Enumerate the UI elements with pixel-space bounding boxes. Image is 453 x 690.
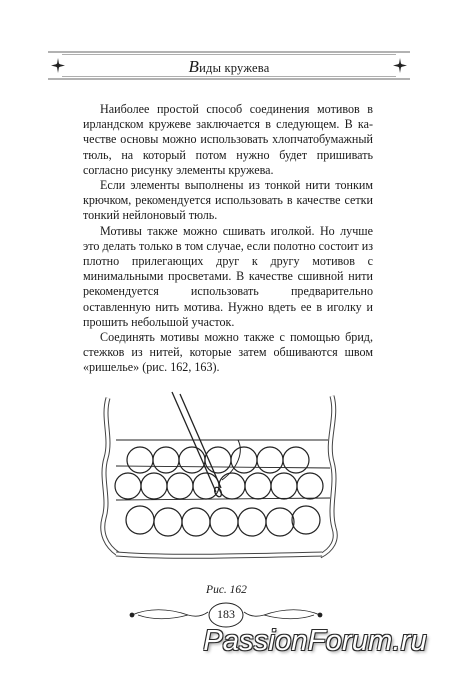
paragraph-4: Соединять мотивы можно также с помощью брид, стежков из нитей, которые затем обшиваются швом «ришелье» (рис. 162, 163). — [83, 330, 373, 375]
page-number: 183 — [217, 607, 235, 621]
lace-illustration — [88, 388, 352, 568]
left-braid — [103, 398, 118, 554]
needle-icon — [172, 392, 240, 498]
running-header — [48, 46, 410, 86]
section-title-initial: В — [188, 57, 200, 76]
paragraph-1: Наиболее простой способ соединения мотивов в ирландском кружеве заключается в следующем. В качестве основы можно использовать хлопчатобумажный тюль, на который потом нужно будет пришивать согласно рисунку элементы кружева. — [83, 102, 373, 177]
right-braid — [320, 396, 335, 556]
watermark: PassionForum.ru — [203, 625, 427, 657]
section-title-rest: иды кружева — [199, 61, 270, 75]
paragraph-2: Если элементы выполнены из тонкой нити тонким крючком, рекомендуется использовать в качестве сетки тонкий нейлоновый тюль. — [83, 178, 373, 223]
section-title — [48, 57, 410, 77]
figure-caption: Рис. 162 — [206, 584, 247, 596]
bottom-braid — [116, 554, 322, 556]
body-text — [83, 102, 373, 376]
paragraph-3: Мотивы также можно сшивать иголкой. Но лучше это делать только в том случае, если полотно состоит из плотно прилегающих друг к другу мотивов с минимальными просветами. В качестве сшивной нити рекомендуется использовать предварительно оставленную нить мотива. Нужно вдеть ее в иголку и прошить небольшой участок. — [83, 223, 373, 329]
